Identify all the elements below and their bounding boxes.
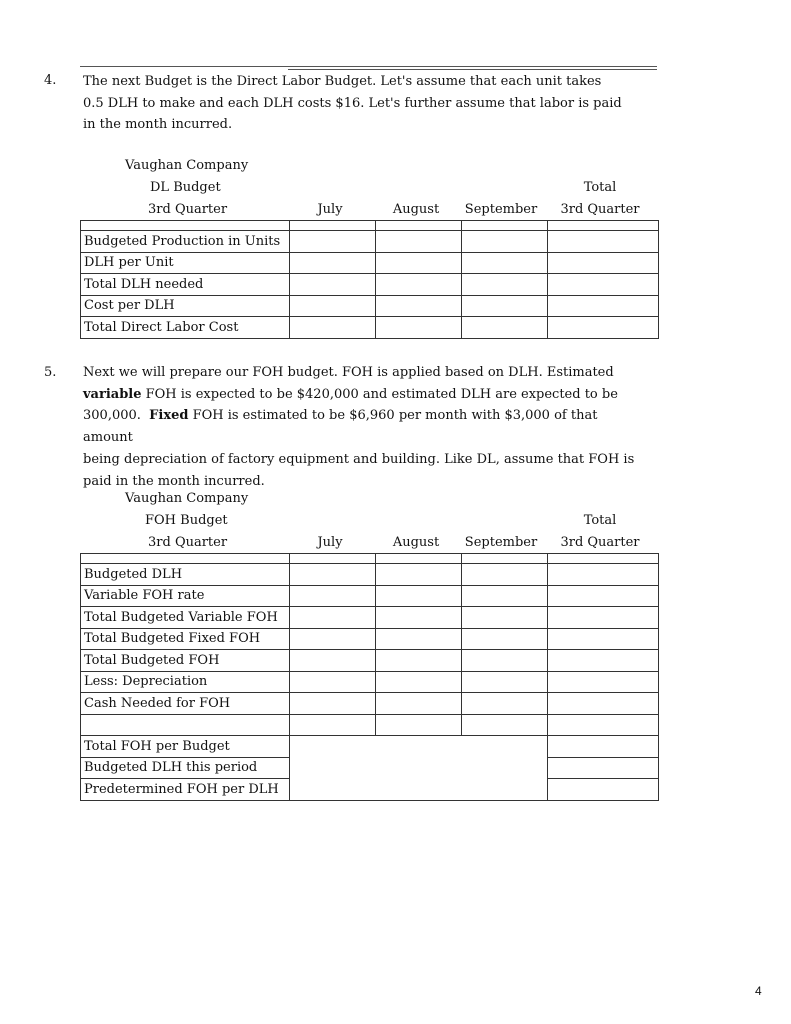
input-cell[interactable] <box>462 564 548 586</box>
table-row <box>81 564 659 586</box>
input-cell[interactable] <box>376 650 462 672</box>
input-cell[interactable] <box>462 317 548 339</box>
input-cell[interactable] <box>376 693 462 715</box>
input-cell[interactable] <box>290 693 376 715</box>
row-label: Budgeted DLH <box>81 564 290 586</box>
input-cell[interactable] <box>376 564 462 586</box>
row-label: Predetermined FOH per DLH <box>81 779 290 801</box>
question-5-text <box>83 362 643 492</box>
input-cell[interactable] <box>462 252 548 274</box>
question-5-line <box>83 405 643 448</box>
top-rule-double <box>288 69 657 70</box>
input-cell[interactable] <box>548 757 659 779</box>
question-4-line: The next Budget is the Direct Labor Budget. Let's assume that each unit takes <box>83 74 602 89</box>
dl-col-total-top: Total <box>583 180 617 195</box>
input-cell[interactable] <box>548 317 659 339</box>
input-cell[interactable] <box>548 650 659 672</box>
question-4-text <box>83 71 643 136</box>
text-span: FOH is expected to be $420,000 and estimated DLH are expected to be <box>141 386 618 402</box>
table-row <box>81 650 659 672</box>
dl-col-july: July <box>317 202 343 217</box>
input-cell[interactable] <box>548 736 659 758</box>
table-row <box>81 585 659 607</box>
dl-company-name: Vaughan Company <box>125 158 249 173</box>
input-cell[interactable] <box>548 779 659 801</box>
bold-text: Fixed <box>149 408 189 424</box>
foh-col-total-top: Total <box>583 513 617 528</box>
input-cell[interactable] <box>290 607 376 629</box>
input-cell[interactable] <box>290 317 376 339</box>
input-cell[interactable] <box>376 317 462 339</box>
input-cell[interactable] <box>290 714 376 736</box>
row-label: Total Budgeted Fixed FOH <box>81 628 290 650</box>
input-cell[interactable] <box>548 564 659 586</box>
input-cell[interactable] <box>548 628 659 650</box>
input-cell[interactable] <box>376 714 462 736</box>
input-cell[interactable] <box>548 585 659 607</box>
input-cell[interactable] <box>290 628 376 650</box>
input-cell[interactable] <box>462 231 548 253</box>
foh-col-total-bottom: 3rd Quarter <box>560 535 640 550</box>
input-cell[interactable] <box>548 231 659 253</box>
question-5-number: 5. <box>44 365 57 380</box>
row-label: Total Budgeted Variable FOH <box>81 607 290 629</box>
input-cell[interactable] <box>462 585 548 607</box>
input-cell[interactable] <box>548 714 659 736</box>
input-cell[interactable] <box>376 295 462 317</box>
input-cell[interactable] <box>548 693 659 715</box>
dl-budget-name: DL Budget <box>150 180 221 195</box>
input-cell[interactable] <box>548 274 659 296</box>
foh-period: 3rd Quarter <box>148 535 228 550</box>
table-row <box>81 671 659 693</box>
top-rule <box>80 66 657 67</box>
question-5-line: paid in the month incurred. <box>83 473 265 489</box>
row-label: Total Budgeted FOH <box>81 650 290 672</box>
input-cell[interactable] <box>290 231 376 253</box>
foh-col-september: September <box>464 535 538 550</box>
foh-company-name: Vaughan Company <box>125 491 249 506</box>
input-cell[interactable] <box>462 295 548 317</box>
foh-col-august: August <box>392 535 440 550</box>
table-row <box>81 628 659 650</box>
input-cell[interactable] <box>462 714 548 736</box>
table-row <box>81 607 659 629</box>
foh-budget-name: FOH Budget <box>145 513 228 528</box>
dl-col-total-bottom: 3rd Quarter <box>560 202 640 217</box>
question-5-line: being depreciation of factory equipment and building. Like DL, assume that FOH is <box>83 451 635 467</box>
input-cell[interactable] <box>548 295 659 317</box>
input-cell[interactable] <box>376 231 462 253</box>
row-label: Cost per DLH <box>81 295 290 317</box>
input-cell[interactable] <box>290 564 376 586</box>
input-cell[interactable] <box>290 585 376 607</box>
row-label: Less: Depreciation <box>81 671 290 693</box>
input-cell[interactable] <box>376 607 462 629</box>
question-4-line: 0.5 DLH to make and each DLH costs $16. Let's further assume that labor is paid <box>83 95 622 111</box>
input-cell[interactable] <box>462 274 548 296</box>
input-cell[interactable] <box>290 295 376 317</box>
input-cell[interactable] <box>290 671 376 693</box>
dl-budget-table <box>80 220 659 339</box>
foh-budget-table <box>80 553 659 801</box>
input-cell[interactable] <box>548 671 659 693</box>
input-cell[interactable] <box>462 628 548 650</box>
input-cell[interactable] <box>548 607 659 629</box>
table-row <box>81 231 659 253</box>
page-number: 4 <box>755 984 762 998</box>
table-row <box>81 252 659 274</box>
question-4-number: 4. <box>44 73 57 88</box>
table-header-spacer <box>81 554 659 564</box>
row-label: DLH per Unit <box>81 252 290 274</box>
table-row <box>81 693 659 715</box>
summary-row <box>81 736 659 758</box>
input-cell[interactable] <box>462 607 548 629</box>
dl-col-september: September <box>464 202 538 217</box>
table-row <box>81 317 659 339</box>
text-span: 300,000. <box>83 408 150 424</box>
question-4-line: in the month incurred. <box>83 117 233 133</box>
input-cell[interactable] <box>376 628 462 650</box>
table-row <box>81 295 659 317</box>
foh-col-july: July <box>317 535 343 550</box>
dl-col-august: August <box>392 202 440 217</box>
input-cell[interactable] <box>462 693 548 715</box>
input-cell[interactable] <box>290 650 376 672</box>
text-span: FOH is estimated to be $6,960 per month with $3,000 of that amount <box>83 408 598 446</box>
bold-text: variable <box>83 386 142 402</box>
row-label: Budgeted Production in Units <box>81 231 290 253</box>
table-row-empty <box>81 714 659 736</box>
row-label: Budgeted DLH this period <box>81 757 290 779</box>
input-cell[interactable] <box>376 585 462 607</box>
row-label: Total FOH per Budget <box>81 736 290 758</box>
table-row <box>81 274 659 296</box>
summary-blank-area <box>290 736 548 801</box>
input-cell[interactable] <box>376 252 462 274</box>
input-cell[interactable] <box>462 671 548 693</box>
row-label: Cash Needed for FOH <box>81 693 290 715</box>
row-label: Total Direct Labor Cost <box>81 317 290 339</box>
question-5-line <box>83 384 643 406</box>
input-cell[interactable] <box>462 650 548 672</box>
input-cell[interactable] <box>290 252 376 274</box>
input-cell[interactable] <box>376 274 462 296</box>
row-label: Variable FOH rate <box>81 585 290 607</box>
row-label: Total DLH needed <box>81 274 290 296</box>
question-5-line: Next we will prepare our FOH budget. FOH is applied based on DLH. Estimated <box>83 365 614 380</box>
table-header-spacer <box>81 221 659 231</box>
dl-period: 3rd Quarter <box>148 202 228 217</box>
input-cell[interactable] <box>548 252 659 274</box>
input-cell[interactable] <box>376 671 462 693</box>
input-cell[interactable] <box>290 274 376 296</box>
